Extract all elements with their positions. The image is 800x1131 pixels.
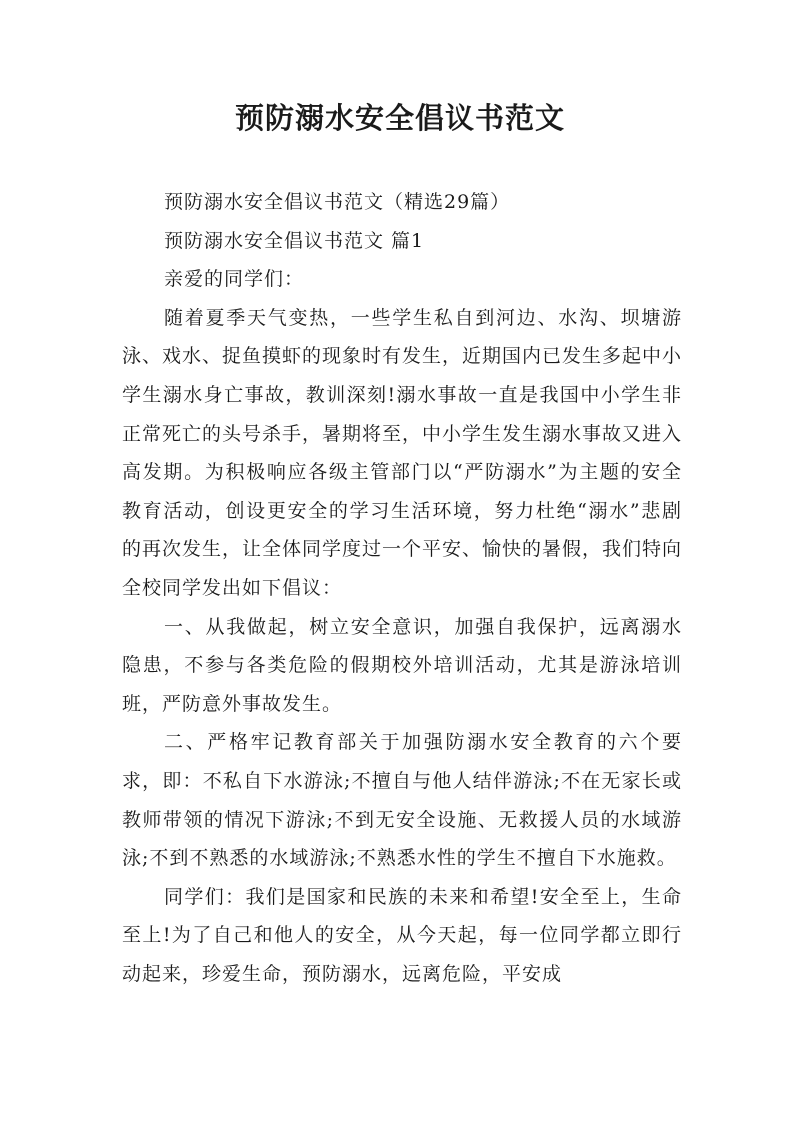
document-body — [122, 183, 682, 993]
subtitle-line: 预防溺水安全倡议书范文（精选29篇） — [164, 191, 511, 213]
body-paragraph: 随着夏季天气变热，一些学生私自到河边、水沟、坝塘游泳、戏水、捉鱼摸虾的现象时有发生，近期国内已发生多起中小学生溺水身亡事故，教训深刻!溺水事故一直是我国中小学生非正常死亡的头号杀手，暑期将至，中小学生发生溺水事故又进入高发期。为积极响应各级主管部门以“严防溺水”为主题的安全教育活动，创设更安全的学习生活环境，努力杜绝“溺水”悲剧的再次发生，让全体同学度过一个平安、愉快的暑假，我们特向全校同学发出如下倡议： — [122, 306, 683, 599]
body-paragraph: 二、严格牢记教育部关于加强防溺水安全教育的六个要求，即：不私自下水游泳;不擅自与他人结伴游泳;不在无家长或教师带领的情况下游泳;不到无安全设施、无救援人员的水域游泳;不到不熟悉的水域游泳;不熟悉水性的学生不擅自下水施救。 — [122, 731, 682, 870]
section-heading: 预防溺水安全倡议书范文 篇1 — [164, 229, 425, 252]
document-title: 预防溺水安全倡议书范文 — [234, 101, 565, 135]
salutation: 亲爱的同学们： — [164, 268, 305, 291]
body-paragraph: 同学们：我们是国家和民族的未来和希望!安全至上，生命至上!为了自己和他人的安全，从今天起，每一位同学都立即行动起来，珍爱生命，预防溺水，远离危险，平安成 — [122, 885, 682, 985]
body-paragraph: 一、从我做起，树立安全意识，加强自我保护，远离溺水隐患，不参与各类危险的假期校外培训活动，尤其是游泳培训班，严防意外事故发生。 — [122, 615, 682, 715]
